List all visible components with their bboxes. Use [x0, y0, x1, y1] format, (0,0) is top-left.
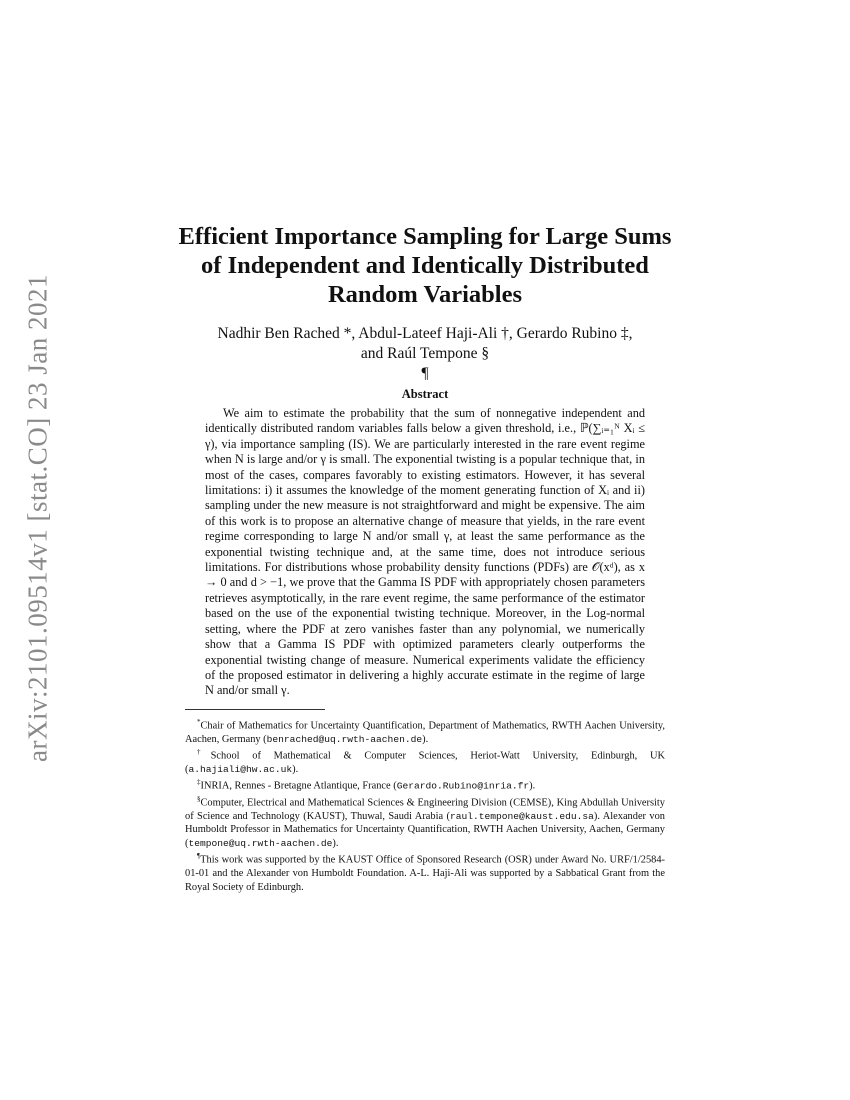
footnote-3 — [185, 776, 665, 793]
footnote-text: Chair of Mathematics for Uncertainty Quantification, Department of Mathematics, RWTH Aachen University, Aachen, Germany ( — [185, 720, 665, 745]
footnote-4 — [185, 793, 665, 850]
paper-title: Efficient Importance Sampling for Large Sums of Independent and Identically Distributed Random Variables — [178, 223, 672, 308]
authors-line-2: and Raúl Tempone § — [360, 345, 490, 362]
footnote-mark: * — [197, 717, 201, 726]
arxiv-identifier: arXiv:2101.09514v1 [stat.CO] 23 Jan 2021 — [22, 274, 53, 762]
footnote-mark: ‡ — [197, 778, 201, 787]
footnote-text: Computer, Electrical and Mathematical Sciences & Engineering Division (CEMSE), King Abdullah University of Science and Technology (KAUST), Thuwal, Saudi Arabia ( — [185, 797, 665, 823]
footnote-text: INRIA, Rennes - Bretagne Atlantique, France ( — [200, 780, 397, 792]
footnote-text: ). — [332, 837, 339, 849]
email-link[interactable]: raul.tempone@kaust.edu.sa — [449, 811, 594, 823]
footnote-text: ). — [292, 763, 299, 775]
paper-first-page — [178, 222, 672, 894]
footnote-5 — [185, 850, 665, 894]
funding-pilcrow: ¶ — [421, 365, 429, 382]
footnote-rule — [185, 709, 325, 710]
abstract-text: We aim to estimate the probability that the sum of nonnegative independent and identically distributed random variables falls below a given threshold, i.e., ℙ(∑ᵢ₌₁ᴺ Xᵢ ≤ γ), via importance sampling (IS). We are particularly interested in the rare event regime when N is large and/or γ is small. The exponential twisting is a popular technique that, in most of the cases, compares favorably to existing estimators. However, it has several limitations: i) it assumes the knowledge of the moment generating function of Xᵢ and ii) sampling under the new measure is not straightforward and might be expensive. The aim of this work is to propose an alternative change of measure that yields, in the rare event regime corresponding to large N and/or small γ, at least the same performance as the exponential twisting technique and, at the same time, does not introduce serious limitations. For distributions whose probability density functions (PDFs) are 𝒪(xᵈ), as x → 0 and d > −1, we prove that the Gamma IS PDF with appropriately chosen parameters retrieves asymptotically, in the rare event regime, the same performance of the estimator based on the use of the exponential twisting technique. Moreover, in the Log-normal setting, where the PDF at zero vanishes faster than any polynomial, we numerically show that a Gamma IS PDF with optimized parameters clearly outperforms the exponential twisting change of measure. Numerical experiments validate the efficiency of the proposed estimator in delivering a highly accurate estimate in the regime of large N and/or small γ. — [205, 406, 645, 698]
abstract-heading: Abstract — [401, 387, 449, 401]
footnote-mark: † — [197, 748, 211, 756]
authors-line-1: Nadhir Ben Rached *, Abdul-Lateef Haji-Ali †, Gerardo Rubino ‡, — [217, 325, 633, 342]
footnote-1 — [185, 716, 665, 746]
footnote-2 — [185, 746, 665, 776]
footnote-text: This work was supported by the KAUST Office of Sponsored Research (OSR) under Award No. URF/1/2584-01-01 and the Alexander von Humboldt Foundation. A-L. Haji-Ali was supported by a Sabbatical Grant from the Royal Society of Edinburgh. — [185, 854, 665, 893]
footnote-text: ). — [422, 733, 429, 745]
author-block — [185, 324, 665, 384]
footnote-text: ). — [529, 780, 536, 792]
email-link[interactable]: tempone@uq.rwth-aachen.de — [188, 837, 333, 849]
email-link[interactable]: a.hajiali@hw.ac.uk — [188, 763, 293, 775]
email-link[interactable]: Gerardo.Rubino@inria.fr — [396, 780, 530, 792]
footnote-text: School of Mathematical & Computer Sciences, Heriot-Watt University, Edinburgh, UK ( — [185, 750, 666, 775]
footnote-text: ). Alexander von Humboldt Professor in Mathematics for Uncertainty Quantification, RWTH Aachen University, Aachen, Germany ( — [185, 811, 665, 849]
arxiv-sidebar — [18, 268, 58, 768]
footnote-mark: ¶ — [197, 852, 201, 861]
footnote-mark: § — [197, 795, 201, 804]
email-link[interactable]: benrached@uq.rwth-aachen.de — [266, 733, 423, 745]
